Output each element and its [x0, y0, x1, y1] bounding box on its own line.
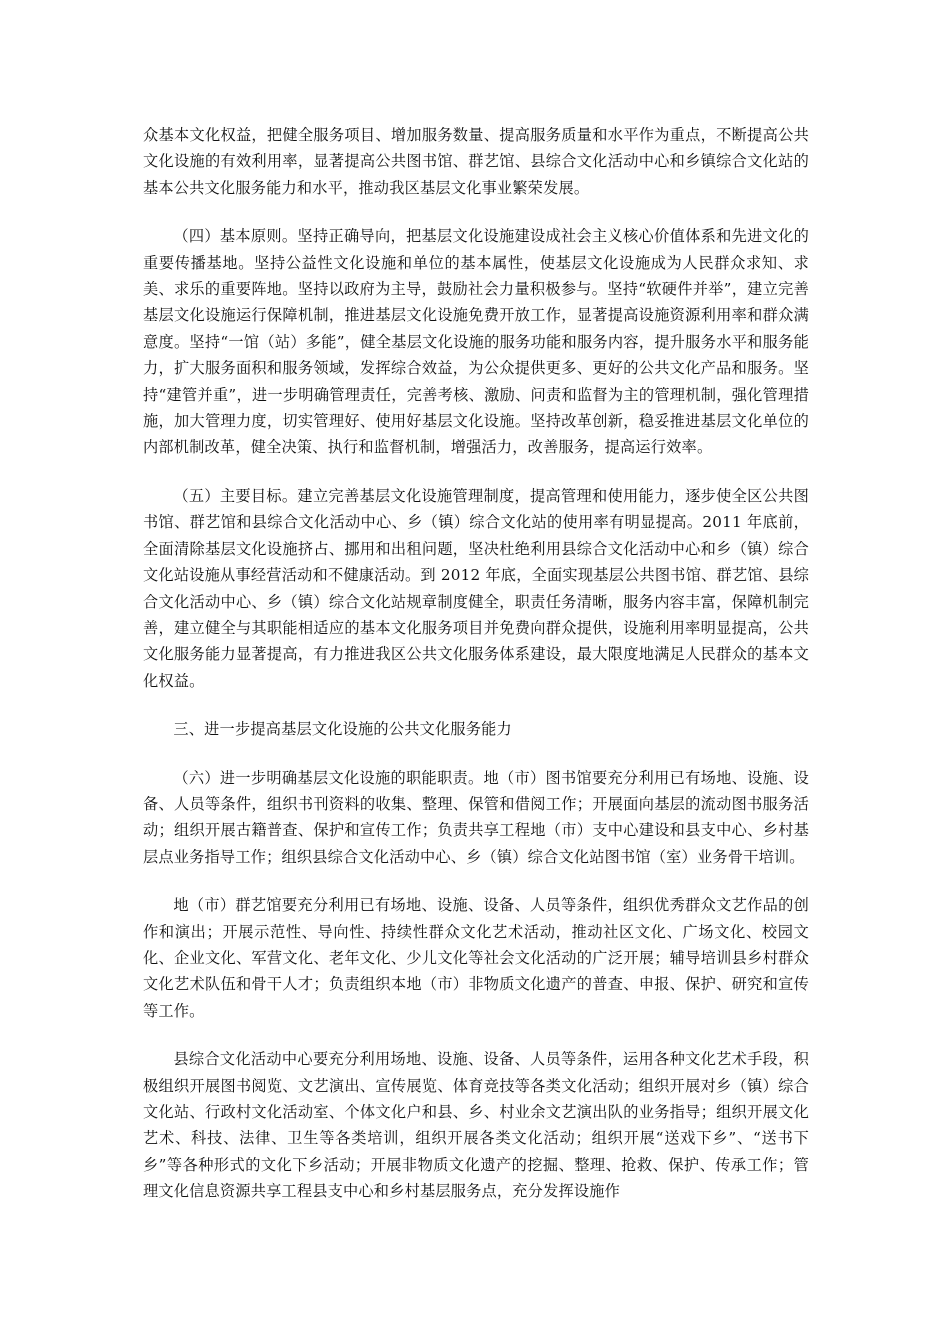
- section-heading-3: 三、进一步提高基层文化设施的公共文化服务能力: [173, 720, 512, 739]
- paragraph-art-center: 地（市）群艺馆要充分利用已有场地、设施、设备、人员等条件，组织优秀群众文艺作品的创作和演出；开展示范性、导向性、持续性群众文化艺术活动，推动社区文化、广场文化、校园文化、企业文化、军营文化、老年文化、少儿文化等社会文化活动的广泛开展；辅导培训县乡村群众文化艺术队伍和骨干人才；负责组织本地（市）非物质文化遗产的普查、申报、保护、研究和宣传等工作。: [143, 896, 809, 1020]
- paragraph-basic-principles: （四）基本原则。坚持正确导向，把基层文化设施建设成社会主义核心价值体系和先进文化的重要传播基地。坚持公益性文化设施和单位的基本属性，使基层文化设施成为人民群众求知、求美、求乐的重要阵地。坚持以政府为主导，鼓励社会力量积极参与。坚持“软硬件并举”，建立完善基层文化设施运行保障机制，推进基层文化设施免费开放工作，显著提高设施资源利用率和群众满意度。坚持“一馆（站）多能”，健全基层文化设施的服务功能和服务内容，提升服务水平和服务能力，扩大服务面积和服务领域，发挥综合效益，为公众提供更多、更好的公共文化产品和服务。坚持“建管并重”，进一步明确管理责任，完善考核、激励、问责和监督为主的管理机制，强化管理措施，加大管理力度，切实管理好、使用好基层文化设施。坚持改革创新，稳妥推进基层文化单位的内部机制改革，健全决策、执行和监督机制，增强活力，改善服务，提高运行效率。: [143, 227, 809, 457]
- document-page: [143, 122, 809, 1205]
- paragraph-continuation: 众基本文化权益，把健全服务项目、增加服务数量、提高服务质量和水平作为重点，不断提高公共文化设施的有效利用率，显著提高公共图书馆、群艺馆、县综合文化活动中心和乡镇综合文化站的基本公共文化服务能力和水平，推动我区基层文化事业繁荣发展。: [143, 126, 809, 197]
- paragraph-main-goals: （五）主要目标。建立完善基层文化设施管理制度，提高管理和使用能力，逐步使全区公共图书馆、群艺馆和县综合文化活动中心、乡（镇）综合文化站的使用率有明显提高。2011 年底前，全面清除基层文化设施挤占、挪用和出租问题，坚决杜绝利用县综合文化活动中心和乡（镇）综合文化站设施从事经营活动和不健康活动。到 2012 年底，全面实现基层公共图书馆、群艺馆、县综合文化活动中心、乡（镇）综合文化站规章制度健全，职责任务清晰，服务内容丰富，保障机制完善，建立健全与其职能相适应的基本文化服务项目并免费向群众提供，设施利用率明显提高，公共文化服务能力显著提高，有力推进我区公共文化服务体系建设，最大限度地满足人民群众的基本文化权益。: [143, 486, 809, 690]
- paragraph-duties: （六）进一步明确基层文化设施的职能职责。地（市）图书馆要充分利用已有场地、设施、设备、人员等条件，组织书刊资料的收集、整理、保管和借阅工作；开展面向基层的流动图书服务活动；组织开展古籍普查、保护和宣传工作；负责共享工程地（市）支中心建设和县支中心、乡村基层点业务指导工作；组织县综合文化活动中心、乡（镇）综合文化站图书馆（室）业务骨干培训。: [143, 768, 809, 866]
- paragraph-county-center: 县综合文化活动中心要充分利用场地、设施、设备、人员等条件，运用各种文化艺术手段，积极组织开展图书阅览、文艺演出、宣传展览、体育竞技等各类文化活动；组织开展对乡（镇）综合文化站、行政村文化活动室、个体文化户和县、乡、村业余文艺演出队的业务指导；组织开展文化艺术、科技、法律、卫生等各类培训，组织开展各类文化活动；组织开展“送戏下乡”、“送书下乡”等各种形式的文化下乡活动；开展非物质文化遗产的挖掘、整理、抢救、保护、传承工作；管理文化信息资源共享工程县支中心和乡村基层服务点，充分发挥设施作: [143, 1050, 809, 1201]
